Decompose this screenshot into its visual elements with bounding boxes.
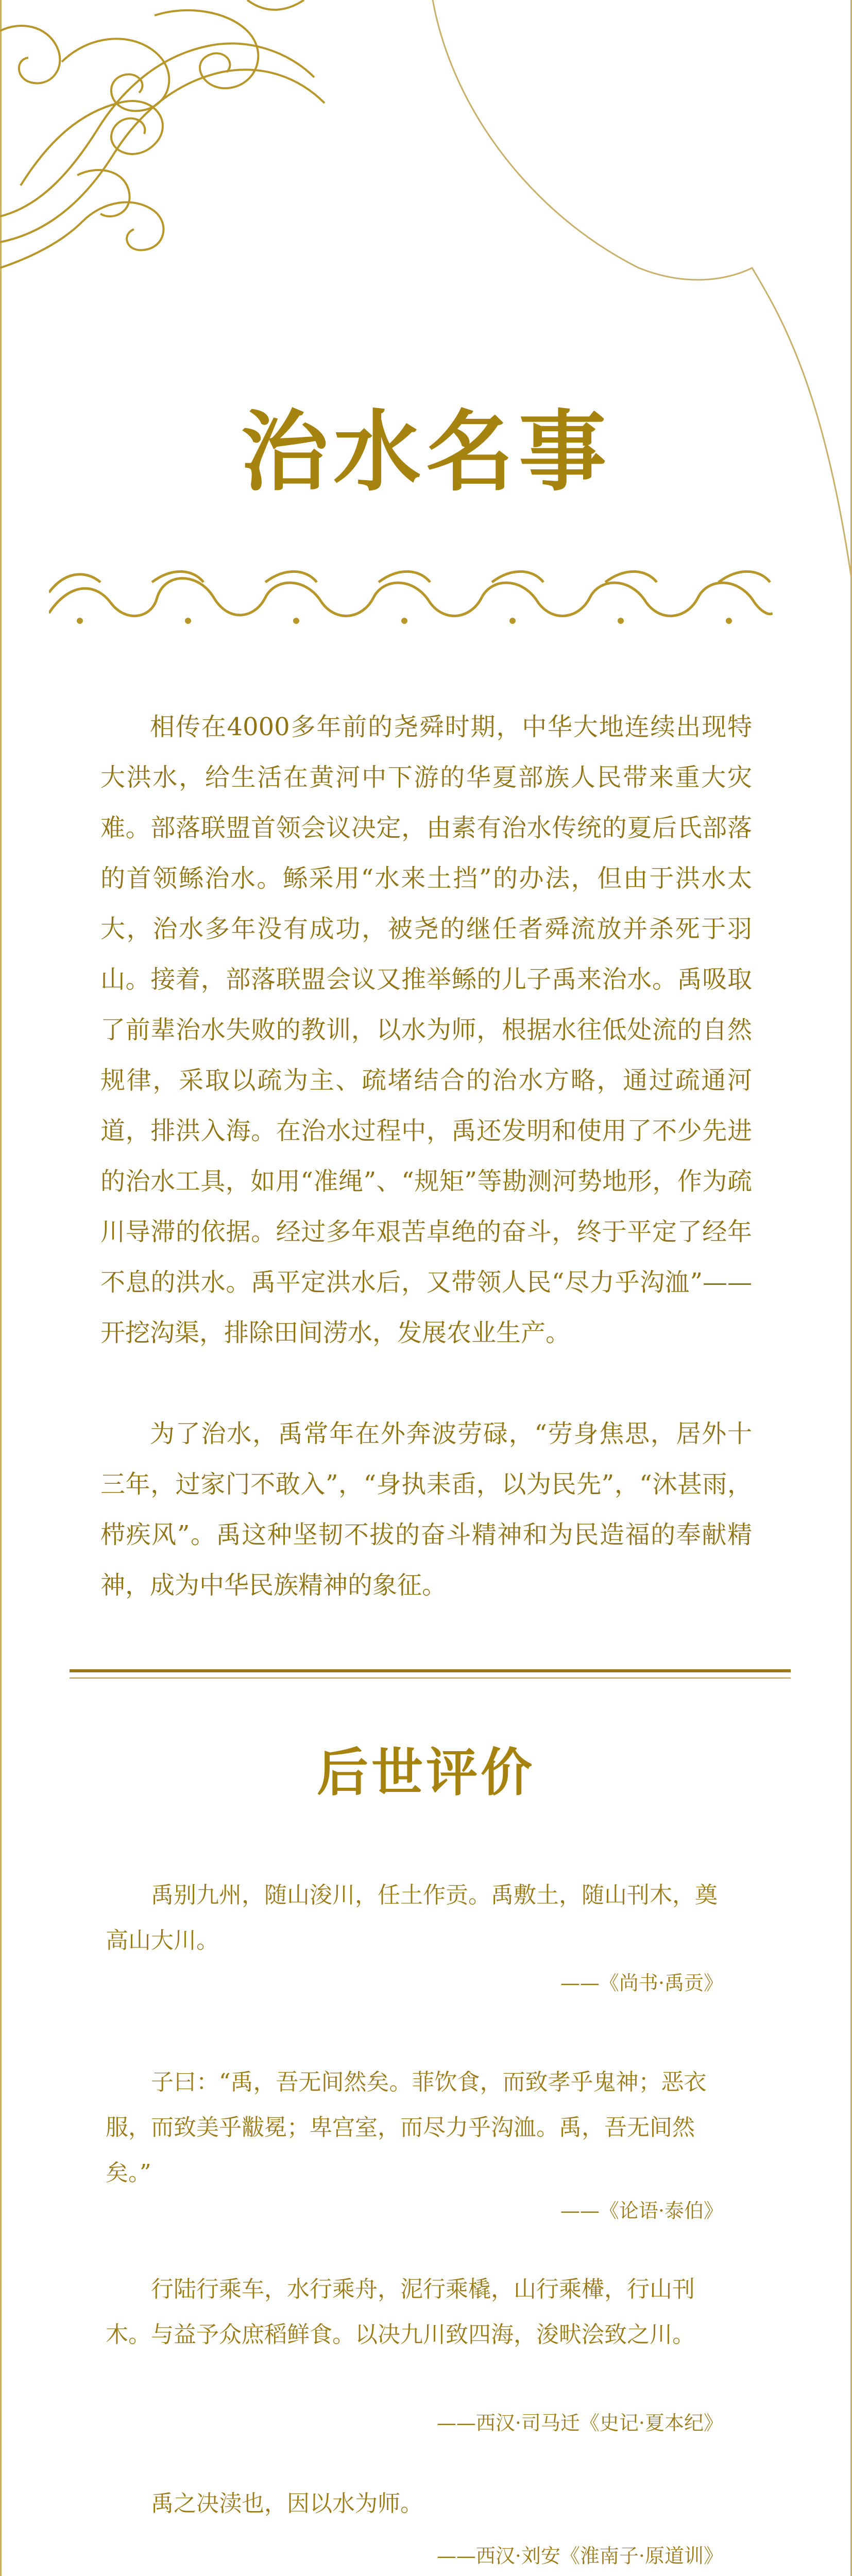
section-title: 后世评价 bbox=[317, 1742, 535, 1803]
quote-source-1: ——《尚书·禹贡》 bbox=[560, 1972, 723, 1994]
quote-text-1: 禹别九州，随山浚川，任土作贡。禹敷土，随山刊木，奠高山大川。 bbox=[106, 1882, 718, 1954]
story-paragraph-2: 为了治水，禹常年在外奔波劳碌，“劳身焦思，居外十三年，过家门不敢入”，“身执耒臿，以为民先”，“沐甚雨，栉疾风”。禹这种坚韧不拔的奋斗精神和为民造福的奉献精神，成为中华民族精神的象征。 bbox=[100, 1419, 752, 1600]
quote-text-3: 行陆行乘车，水行乘舟，泥行乘橇，山行乘檋，行山刊木。与益予众庶稻鲜食。以决九川致四海，浚畎浍致之川。 bbox=[106, 2276, 695, 2348]
story-paragraph-1: 相传在4000多年前的尧舜时期，中华大地连续出现特大洪水，给生活在黄河中下游的华夏部族人民带来重大灾难。部落联盟首领会议决定，由素有治水传统的夏后氏部落的首领鲧治水。鲧采用“水来土挡”的办法，但由于洪水太大，治水多年没有成功，被尧的继任者舜流放并杀死于羽山。接着，部落联盟会议又推举鲧的儿子禹来治水。禹吸取了前辈治水失败的教训，以水为师，根据水往低处流的自然规律，采取以疏为主、疏堵结合的治水方略，通过疏通河道，排洪入海。在治水过程中，禹还发明和使用了不少先进的治水工具，如用“准绳”、“规矩”等勘测河势地形，作为疏川导滞的依据。经过多年艰苦卓绝的奋斗，终于平定了经年不息的洪水。禹平定洪水后，又带领人民“尽力乎沟洫”——开挖沟渠，排除田间涝水，发展农业生产。 bbox=[100, 713, 752, 1347]
cloud-ornament-icon bbox=[0, 0, 330, 289]
quote-source-2: ——《论语·泰伯》 bbox=[560, 2199, 723, 2222]
page-title: 治水名事 bbox=[240, 400, 611, 503]
section-divider bbox=[70, 1669, 791, 1672]
wave-band-icon bbox=[49, 562, 773, 629]
quote-source-4: ——西汉·刘安《淮南子·原道训》 bbox=[436, 2545, 723, 2567]
quote-text-2: 子曰：“禹，吾无间然矣。菲饮食，而致孝乎鬼神；恶衣服，而致美乎黻冕；卑宫室，而尽力乎沟洫。禹，吾无间然矣。” bbox=[106, 2069, 707, 2186]
quote-source-3: ——西汉·司马迁《史记·夏本纪》 bbox=[436, 2412, 723, 2434]
quote-text-4: 禹之决渎也，因以水为师。 bbox=[151, 2490, 423, 2517]
section-divider-thin bbox=[70, 1677, 791, 1679]
